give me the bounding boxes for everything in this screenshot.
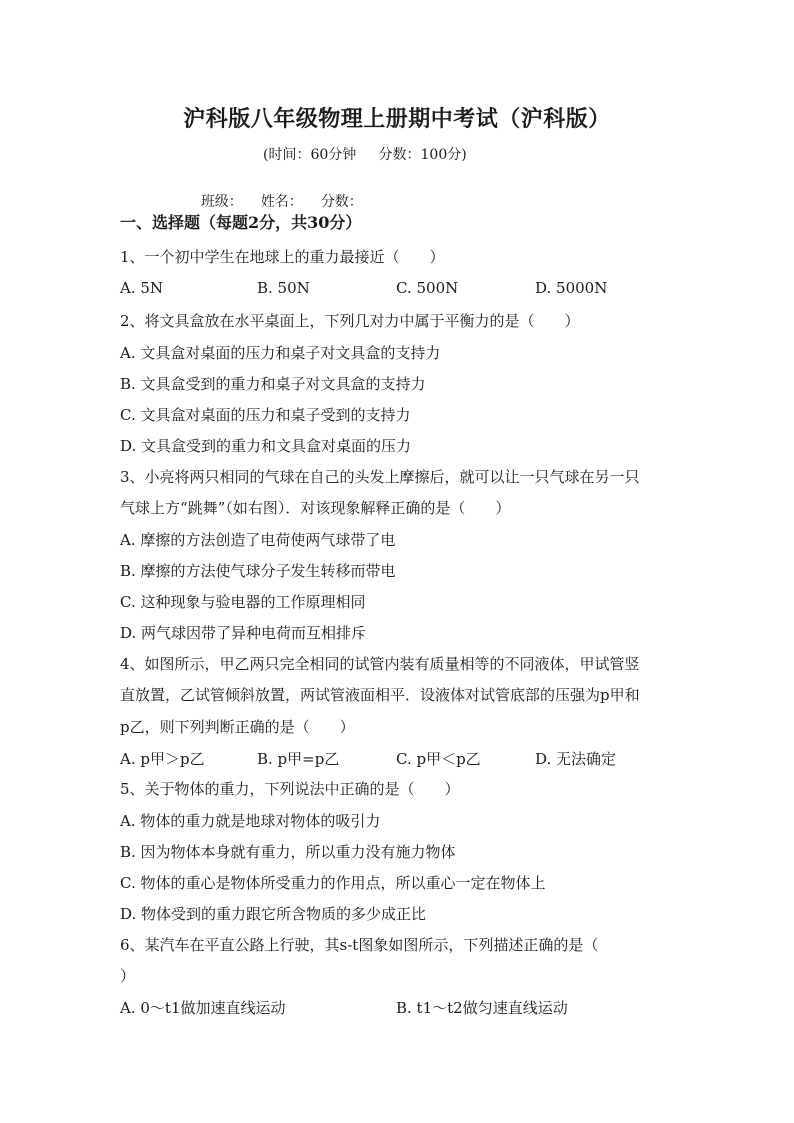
q4-option-d: D. 无法确定 [535, 750, 617, 768]
q5-option-c: C. 物体的重心是物体所受重力的作用点，所以重心一定在物体上 [120, 874, 546, 892]
q1-option-c: C. 500N [396, 279, 459, 297]
q4-option-a: A. p甲＞p乙 [120, 750, 205, 768]
q3-option-d: D. 两气球因带了异种电荷而互相排斥 [120, 624, 367, 642]
question-4-stem-line-1: 4、如图所示，甲乙两只完全相同的试管内装有质量相等的不同液体，甲试管竖 [120, 655, 640, 673]
q1-option-b: B. 50N [257, 279, 310, 297]
q5-option-a: A. 物体的重力就是地球对物体的吸引力 [120, 812, 381, 830]
q3-option-c: C. 这种现象与验电器的工作原理相同 [120, 593, 366, 611]
page-title: 沪科版八年级物理上册期中考试（沪科版） [183, 106, 611, 132]
q2-option-a: A. 文具盒对桌面的压力和桌子对文具盒的支持力 [120, 344, 441, 362]
q4-option-b: B. p甲=p乙 [257, 750, 340, 768]
question-3-stem-line-1: 3、小亮将两只相同的气球在自己的头发上摩擦后，就可以让一只气球在另一只 [120, 468, 640, 486]
score-label: 分数： [320, 194, 363, 210]
q6-option-b: B. t1～t2做匀速直线运动 [396, 999, 568, 1017]
q2-option-c: C. 文具盒对桌面的压力和桌子受到的支持力 [120, 406, 411, 424]
question-4-stem-line-2: 直放置，乙试管倾斜放置，两试管液面相平．设液体对试管底部的压强为p甲和 [120, 686, 640, 704]
name-label: 姓名： [260, 194, 303, 210]
q5-option-b: B. 因为物体本身就有重力，所以重力没有施力物体 [120, 843, 456, 861]
q3-option-b: B. 摩擦的方法使气球分子发生转移而带电 [120, 562, 396, 580]
question-2-stem: 2、将文具盒放在水平桌面上，下列几对力中属于平衡力的是（ ） [120, 312, 580, 330]
q2-option-b: B. 文具盒受到的重力和桌子对文具盒的支持力 [120, 375, 426, 393]
section-heading: 一、选择题（每题2分，共30分） [120, 213, 362, 232]
q1-option-a: A. 5N [120, 279, 164, 297]
time-score-info: (时间：60分钟 分数：100分) [263, 147, 467, 163]
class-label: 班级： [200, 194, 243, 210]
q4-option-c: C. p甲＜p乙 [396, 750, 481, 768]
q5-option-d: D. 物体受到的重力跟它所含物质的多少成正比 [120, 905, 427, 923]
q2-option-d: D. 文具盒受到的重力和文具盒对桌面的压力 [120, 437, 412, 455]
question-1-stem: 1、一个初中学生在地球上的重力最接近（ ） [120, 248, 445, 266]
question-6-stem-line-1: 6、某汽车在平直公路上行驶，其s-t图象如图所示，下列描述正确的是（ [120, 936, 599, 954]
question-5-stem: 5、关于物体的重力，下列说法中正确的是（ ） [120, 780, 460, 798]
question-6-stem-line-2: ） [120, 967, 136, 985]
question-3-stem-line-2: 气球上方“跳舞”（如右图）．对该现象解释正确的是（ ） [120, 499, 511, 517]
q6-option-a: A. 0～t1做加速直线运动 [120, 999, 286, 1017]
q3-option-a: A. 摩擦的方法创造了电荷使两气球带了电 [120, 531, 396, 549]
q1-option-d: D. 5000N [535, 279, 608, 297]
question-4-stem-line-3: p乙，则下列判断正确的是（ ） [120, 718, 355, 736]
